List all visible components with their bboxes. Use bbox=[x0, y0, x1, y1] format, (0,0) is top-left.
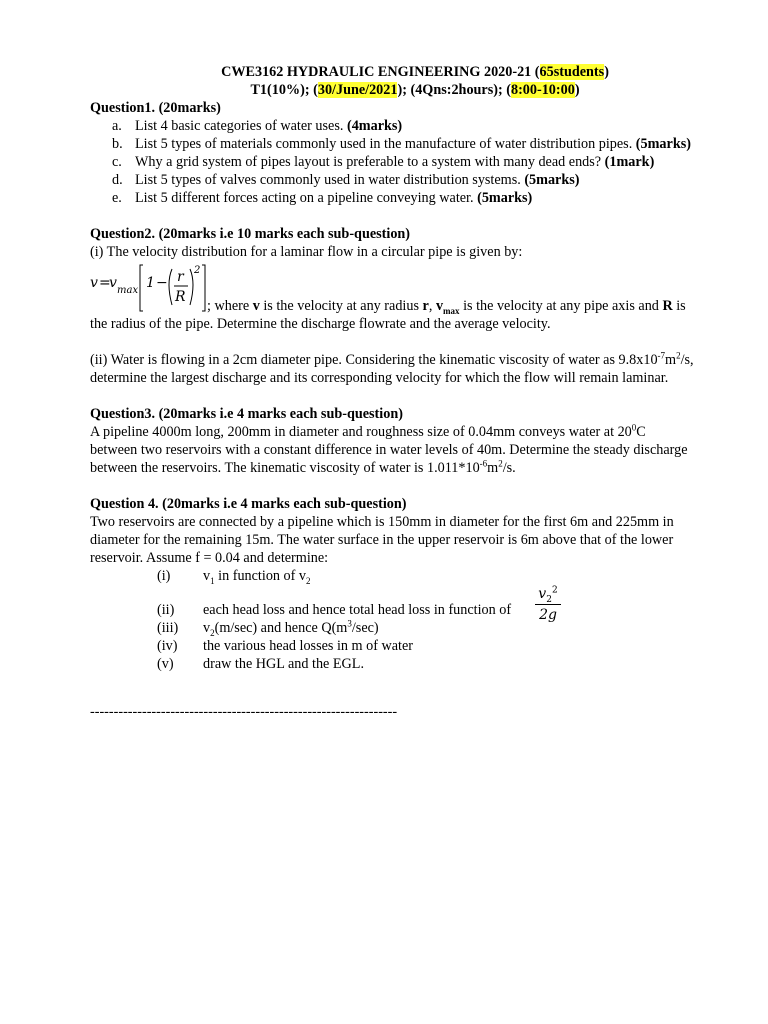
question1-item-a bbox=[90, 117, 740, 135]
item-text: List 5 types of materials commonly used in the manufacture of water distribution pipes. bbox=[135, 136, 636, 152]
roman-label: (iv) bbox=[157, 638, 178, 654]
question4-list bbox=[90, 567, 740, 585]
item-label: b. bbox=[112, 136, 123, 152]
q4-iii-c: /sec) bbox=[351, 620, 379, 636]
q4-iii-a: v bbox=[203, 620, 211, 636]
question4-line1: Two reservoirs are connected by a pipeline which is 150mm in diameter for the first 6m and 225mm in bbox=[90, 514, 674, 530]
formula-explanation bbox=[207, 297, 686, 315]
q3-t1-sup: 0 bbox=[631, 422, 637, 433]
question2-part1-end: the radius of the pipe. Determine the discharge flowrate and the average velocity. bbox=[90, 316, 551, 332]
expl-v: v bbox=[252, 298, 260, 314]
q4-ii-text: each head loss and hence total head loss in function of bbox=[203, 602, 512, 618]
formula-one: 1 bbox=[146, 275, 155, 291]
formula-graphic bbox=[90, 263, 208, 315]
question4-item-v bbox=[90, 655, 740, 673]
part2-exp1: -7 bbox=[657, 350, 666, 361]
question4-title: Question 4. (20marks i.e 4 marks each sub-question) bbox=[90, 496, 407, 512]
question3-line2: between two reservoirs with a constant difference in water levels of 40m. Determine the steady discharge bbox=[90, 442, 688, 458]
expl-3: , bbox=[428, 298, 436, 314]
item-marks: (5marks) bbox=[635, 136, 691, 152]
title-close: ) bbox=[604, 64, 609, 80]
expl-5: is bbox=[672, 298, 686, 314]
formula-r: r bbox=[177, 269, 184, 285]
expl-r: r bbox=[422, 298, 429, 314]
item-marks: (4marks) bbox=[346, 118, 403, 134]
q4-iii-b: (m/sec) and hence Q(m bbox=[214, 620, 348, 636]
left-paren bbox=[169, 269, 172, 305]
question3-line1 bbox=[90, 423, 740, 441]
students-highlight: 65students bbox=[539, 64, 605, 80]
item-label: e. bbox=[112, 190, 122, 206]
expl-vmax-sub: max bbox=[443, 305, 460, 316]
q4-i-sub2: 2 bbox=[306, 575, 311, 586]
q4-iii-sub: 2 bbox=[210, 627, 215, 638]
q3-t3-sup2: 2 bbox=[498, 458, 503, 469]
question2-part1-intro: (i) The velocity distribution for a laminar flow in a circular pipe is given by: bbox=[90, 244, 523, 260]
formula-vmax: v bbox=[109, 275, 117, 291]
time-highlight: 8:00-10:00 bbox=[510, 82, 575, 98]
frac-num-v: v bbox=[538, 586, 547, 602]
velocity-formula-row bbox=[90, 263, 740, 315]
formula-v: v bbox=[90, 275, 98, 291]
end-separator: ----------------------------------------------------------------- bbox=[90, 704, 398, 720]
question4-item-i bbox=[90, 567, 740, 585]
item-marks: (1mark) bbox=[604, 154, 655, 170]
question1-item-c bbox=[90, 153, 740, 171]
item-label: d. bbox=[112, 172, 123, 188]
left-bracket bbox=[140, 265, 143, 311]
question1-item-b bbox=[90, 135, 740, 153]
q4-iii-sup: 3 bbox=[347, 618, 352, 629]
question1-list bbox=[90, 117, 740, 207]
expl-vmax: v bbox=[435, 298, 444, 314]
expl-4: is the velocity at any pipe axis and bbox=[459, 298, 663, 314]
frac-num-exp: 2 bbox=[551, 585, 558, 596]
question4-item-ii bbox=[90, 601, 740, 619]
roman-label: (iii) bbox=[157, 620, 179, 636]
question4-line2: diameter for the remaining 15m. The water surface in the upper reservoir is 6m above that of the lower bbox=[90, 532, 674, 548]
item-text: List 4 basic categories of water uses. bbox=[135, 118, 347, 134]
subtitle-pre: T1(10%); ( bbox=[250, 82, 318, 98]
question2-part2-line2: determine the largest discharge and its corresponding velocity for which the flow will remain laminar. bbox=[90, 370, 669, 386]
roman-label: (ii) bbox=[157, 602, 175, 618]
formula-eq: = bbox=[99, 275, 111, 291]
item-marks: (5marks) bbox=[524, 172, 580, 188]
question1-item-e bbox=[90, 189, 740, 207]
formula-max-sub: max bbox=[117, 285, 139, 296]
question4-list-cont bbox=[90, 601, 740, 673]
title-text: CWE3162 HYDRAULIC ENGINEERING 2020-21 ( bbox=[221, 64, 540, 80]
q4-i-a: v bbox=[203, 568, 211, 584]
fraction-denominator: 2g bbox=[539, 607, 557, 623]
right-bracket bbox=[202, 265, 205, 311]
formula-minus: − bbox=[156, 275, 168, 291]
q4-v-text: draw the HGL and the EGL. bbox=[203, 656, 365, 672]
expl-R: R bbox=[662, 298, 673, 314]
subtitle-close: ) bbox=[574, 82, 580, 98]
q4-i-sub1: 1 bbox=[210, 575, 215, 586]
formula-R: R bbox=[175, 289, 186, 305]
exam-title bbox=[90, 63, 740, 81]
part2-text-a: (ii) Water is flowing in a 2cm diameter pipe. Considering the kinematic viscosity of water as 9.8x10 bbox=[90, 352, 658, 368]
date-highlight: 30/June/2021 bbox=[317, 82, 398, 98]
q3-t3: between the reservoirs. The kinematic viscosity of water is 1.011*10 bbox=[90, 460, 480, 476]
item-marks: (5marks) bbox=[477, 190, 533, 206]
item-text: List 5 types of valves commonly used in water distribution systems. bbox=[135, 172, 525, 188]
q4-iv-text: the various head losses in m of water bbox=[203, 638, 413, 654]
item-text: List 5 different forces acting on a pipeline conveying water. bbox=[135, 190, 478, 206]
q3-t3-sup: -6 bbox=[479, 458, 488, 469]
question3-line3 bbox=[90, 459, 740, 477]
item-label: a. bbox=[112, 118, 122, 134]
question4-item-iii bbox=[90, 619, 740, 637]
formula-exponent: 2 bbox=[194, 265, 201, 276]
item-text: Why a grid system of pipes layout is preferable to a system with many dead ends? bbox=[135, 154, 605, 170]
part2-text-b: m bbox=[665, 352, 677, 368]
expl-1: ; where bbox=[207, 298, 253, 314]
question3-title: Question3. (20marks i.e 4 marks each sub-question) bbox=[90, 406, 403, 422]
subtitle-mid: ); (4Qns:2hours); ( bbox=[397, 82, 511, 98]
part2-text-c: /s, bbox=[680, 352, 694, 368]
q3-t1: A pipeline 4000m long, 200mm in diameter and roughness size of 0.04mm conveys water at 20 bbox=[90, 424, 632, 440]
q3-t3-b: m bbox=[487, 460, 499, 476]
question1-title: Question1. (20marks) bbox=[90, 100, 221, 116]
velocity-formula bbox=[90, 263, 208, 315]
expl-2: is the velocity at any radius bbox=[259, 298, 423, 314]
right-paren bbox=[190, 269, 193, 305]
roman-label: (v) bbox=[157, 656, 174, 672]
exam-subtitle bbox=[90, 81, 740, 99]
frac-num-sub: 2 bbox=[546, 594, 552, 605]
question4-line3: reservoir. Assume f = 0.04 and determine: bbox=[90, 550, 329, 566]
question2-title: Question2. (20marks i.e 10 marks each sub-question) bbox=[90, 226, 411, 242]
exam-page bbox=[90, 63, 740, 721]
part2-exp2: 2 bbox=[676, 350, 681, 361]
q3-t3-c: /s. bbox=[502, 460, 516, 476]
q3-t1-b: C bbox=[636, 424, 646, 440]
question2-part2-line1 bbox=[90, 351, 740, 369]
question4-item-iv bbox=[90, 637, 740, 655]
roman-label: (i) bbox=[157, 568, 171, 584]
q4-i-b: in function of v bbox=[214, 568, 307, 584]
item-label: c. bbox=[112, 154, 122, 170]
question1-item-d bbox=[90, 171, 740, 189]
